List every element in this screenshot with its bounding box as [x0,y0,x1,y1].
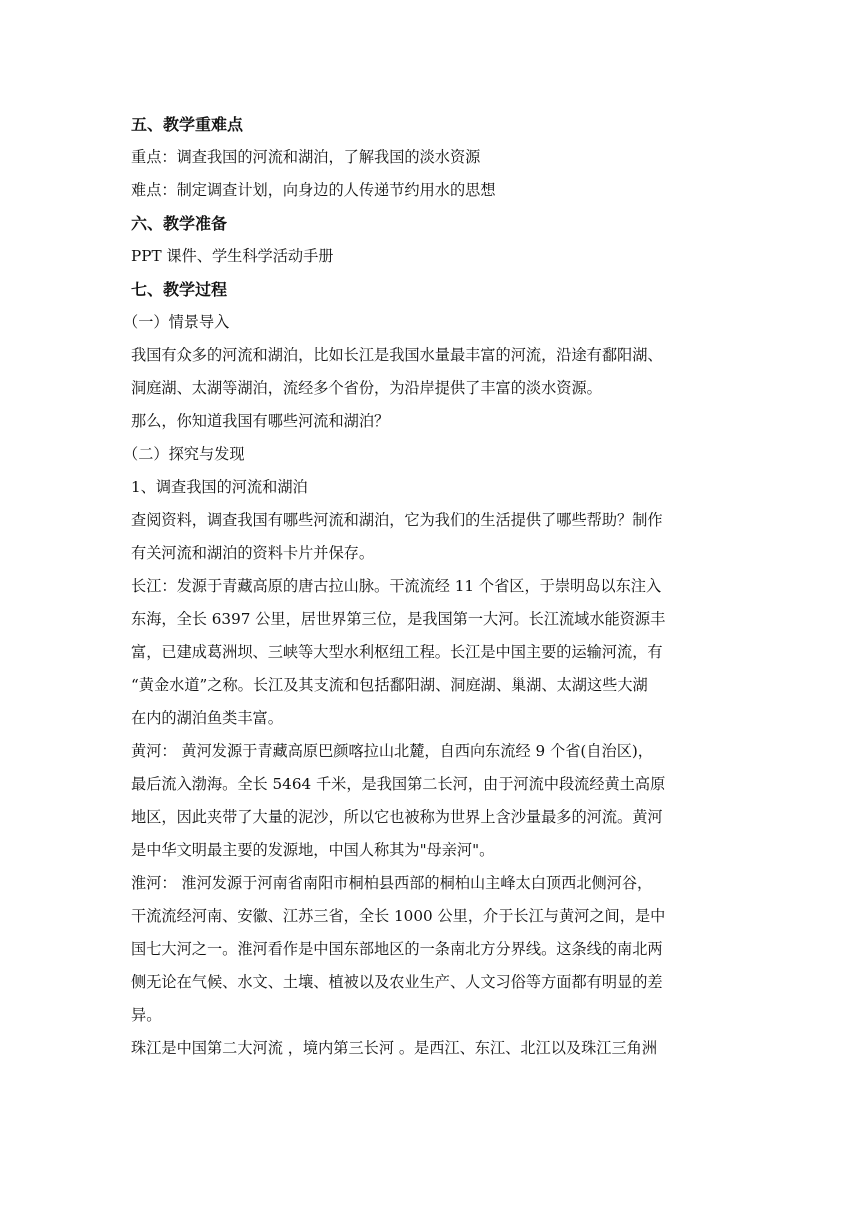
task-paragraph [131,504,733,570]
huai-river-line: 淮河： 淮河发源于河南省南阳市桐柏县西部的桐柏山主峰太白顶西北侧河谷， [131,874,653,892]
yellow-river-line: 地区，因此夹带了大量的泥沙，所以它也被称为世界上含沙量最多的河流。黄河 [131,808,663,826]
document-body [123,108,733,1065]
yangtze-line: 长江：发源于青藏高原的唐古拉山脉。干流流经 11 个省区，于崇明岛以东注入 [131,577,662,595]
intro-paragraph [131,339,733,405]
preparation-text: PPT 课件、学生科学活动手册 [131,247,334,265]
subheading-intro: （一）情景导入 [123,313,230,331]
pearl-river-paragraph [131,1032,733,1065]
intro-line: 洞庭湖、太湖等湖泊，流经多个省份，为沿岸提供了丰富的淡水资源。 [131,379,602,397]
intro-line: 我国有众多的河流和湖泊，比如长江是我国水量最丰富的河流，沿途有鄱阳湖、 [131,346,663,364]
yangtze-line: 东海，全长 6397 公里，居世界第三位，是我国第一大河。长江流域水能资源丰 [131,610,666,628]
key-point-text: 重点：调查我国的河流和湖泊，了解我国的淡水资源 [131,148,481,166]
section-heading-process: 七、教学过程 [131,280,228,299]
yellow-river-line: 黄河： 黄河发源于青藏高原巴颜喀拉山北麓，自西向东流经 9 个省(自治区)， [131,742,653,760]
huai-river-line: 干流流经河南、安徽、江苏三省，全长 1000 公里，介于长江与黄河之间，是中 [131,907,666,925]
difficult-point-text: 难点：制定调查计划，向身边的人传递节约用水的思想 [131,181,496,199]
pearl-river-line: 珠江是中国第二大河流 ，境内第三长河 。是西江、东江、北江以及珠江三角洲 [131,1039,658,1057]
yangtze-line: 富，已建成葛洲坝、三峡等大型水利枢纽工程。长江是中国主要的运输河流，有 [131,643,663,661]
yellow-river-line: 最后流入渤海。全长 5464 千米，是我国第二长河，由于河流中段流经黄土高原 [131,775,666,793]
huai-river-line: 国七大河之一。淮河看作是中国东部地区的一条南北方分界线。这条线的南北两 [131,940,663,958]
section-heading-preparation: 六、教学准备 [131,214,228,233]
intro-question: 那么，你知道我国有哪些河流和湖泊？ [131,412,390,430]
subheading-explore: （二）探究与发现 [123,445,245,463]
yellow-river-paragraph [131,735,733,867]
task-line: 查阅资料，调查我国有哪些河流和湖泊，它为我们的生活提供了哪些帮助？制作 [131,511,663,529]
huai-river-line: 侧无论在气候、水文、土壤、植被以及农业生产、人文习俗等方面都有明显的差 [131,973,663,991]
huai-river-line: 异。 [131,1006,162,1024]
huai-river-paragraph [131,867,733,1032]
yangtze-line: “黄金水道”之称。长江及其支流和包括鄱阳湖、洞庭湖、巢湖、太湖这些大湖 [131,676,648,694]
task-title: 1、调查我国的河流和湖泊 [131,478,308,496]
section-heading-key-points: 五、教学重难点 [131,115,244,134]
yellow-river-line: 是中华文明最主要的发源地，中国人称其为"母亲河"。 [131,841,495,859]
yangtze-line: 在内的湖泊鱼类丰富。 [131,709,283,727]
task-line: 有关河流和湖泊的资料卡片并保存。 [131,544,374,562]
yangtze-paragraph [131,570,733,735]
